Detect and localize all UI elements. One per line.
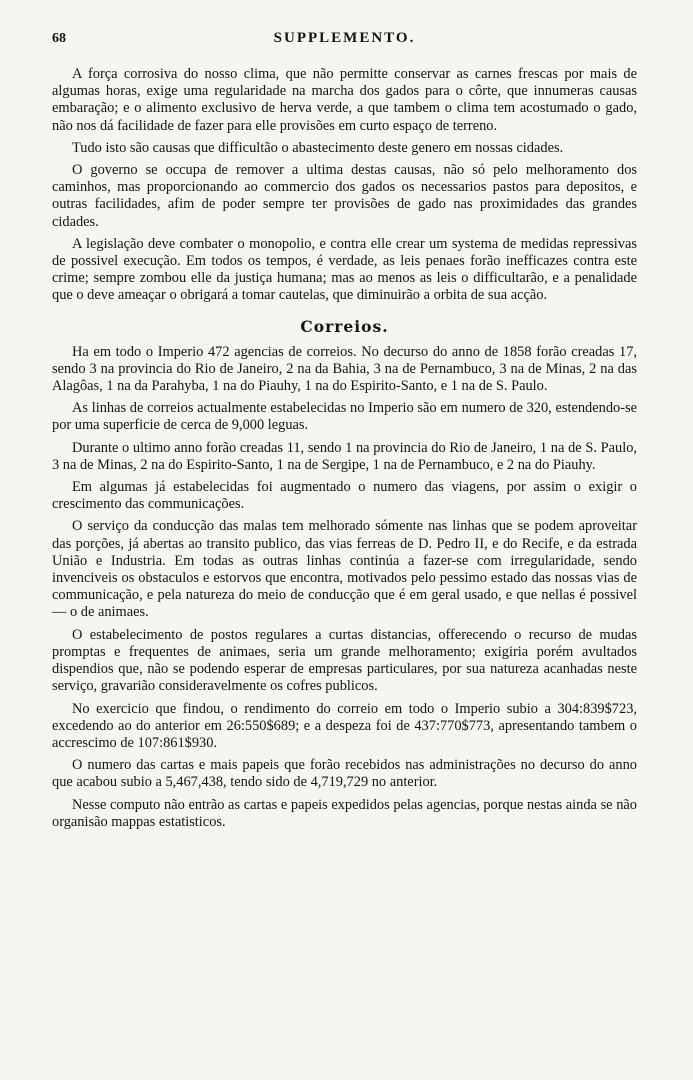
section-title: Correios. bbox=[300, 316, 389, 336]
paragraph: O governo se occupa de remover a ultima destas causas, não só pelo melhoramento dos caminhos, mas proporcionando ao commercio dos gados os necessarios pastos para depositos, e outras facilidades, afim de poder sempre ter provisões de gado nas proximidades das grandes cidades. bbox=[52, 162, 637, 230]
paragraph: O serviço da conducção das malas tem melhorado sómente nas linhas que se podem aproveitar das porções, já abertas ao transito publico, das vias ferreas de D. Pedro II, e do Recife, e da estrada União e Industria. Em todas as outras linhas continúa a fazer-se com irregularidade, sendo invenciveis os obstaculos e estorvos que encontra, motivados pelo pessimo estado das nossas vias de communicação, e pela natureza do meio de conducção que é em geral usado, e que nellas é possivel — o de animaes. bbox=[52, 518, 637, 621]
paragraph: A legislação deve combater o monopolio, e contra elle crear um systema de medidas repressivas de possivel execução. Em todos os tempos, é verdade, as leis penaes forão inefficazes contra este crime; sempre zombou elle da justiça humana; mas ao menos as leis o difficultarão, e a penalidade que o deve ameaçar o obrigará a tomar cautelas, que diminuirão a orbita de sua acção. bbox=[52, 235, 637, 304]
paragraph: O numero das cartas e mais papeis que forão recebidos nas administrações no decurso do anno que acabou subio a 5,467,438, tendo sido de 4,719,729 no anterior. bbox=[52, 757, 637, 791]
section-text bbox=[52, 344, 637, 831]
paragraph: Tudo isto são causas que difficultão o abastecimento deste genero em nossas cidades. bbox=[72, 139, 564, 156]
paragraph: As linhas de correios actualmente estabelecidas no Imperio são em numero de 320, estendendo-se por uma superficie de cerca de 9,000 leguas. bbox=[52, 400, 637, 434]
paragraph: A força corrosiva do nosso clima, que não permitte conservar as carnes frescas por mais de algumas horas, exige uma regularidade na marcha dos gados para o côrte, que innumeras causas embaração; e o alimento exclusivo de herva verde, a que tambem o clima tem acostumado o gado, não nos dá facilidade de fazer para elle provisões em curto espaço de terreno. bbox=[52, 66, 637, 134]
paragraph: Em algumas já estabelecidas foi augmentado o numero das viagens, por assim o exigir o crescimento das communicações. bbox=[52, 479, 637, 513]
paragraph: Ha em todo o Imperio 472 agencias de correios. No decurso do anno de 1858 forão creadas 17, sendo 3 na provincia do Rio de Janeiro, 2 na da Bahia, 3 na de Pernambuco, 3 na de Minas, 2 na das Alagôas, 1 na da Parahyba, 1 na do Piauhy, 1 na do Espirito-Santo, e 1 na de S. Paulo. bbox=[52, 343, 637, 395]
paragraph: Durante o ultimo anno forão creadas 11, sendo 1 na provincia do Rio de Janeiro, 1 na de S. Paulo, 3 na de Minas, 2 na do Espirito-Santo, 1 na de Sergipe, 1 na de Pernambuco, e 2 na do Piauhy. bbox=[52, 439, 637, 473]
paragraph: No exercicio que findou, o rendimento do correio em todo o Imperio subio a 304:839$723, excedendo ao do anterior em 26:550$689; e a despeza foi de 437:770$773, apresentando tambem o accrescimo de 107:861$930. bbox=[52, 700, 637, 751]
paragraph: Nesse computo não entrão as cartas e papeis expedidos pelas agencias, porque nestas ainda se não organisão mappas estatisticos. bbox=[52, 796, 637, 830]
paragraph: O estabelecimento de postos regulares a curtas distancias, offerecendo o recurso de mudas promptas e frequentes de animaes, seria um grande melhoramento; exigiria porém avultados dispendios que, não se podendo esperar de empresas particulares, por sua natureza acanhadas neste serviço, gravarião consideravelmente os cofres publicos. bbox=[52, 626, 637, 695]
page-header bbox=[52, 30, 637, 56]
running-head: SUPPLEMENTO. bbox=[273, 30, 416, 46]
intro-text bbox=[52, 66, 637, 305]
page-number: 68 bbox=[52, 31, 66, 46]
